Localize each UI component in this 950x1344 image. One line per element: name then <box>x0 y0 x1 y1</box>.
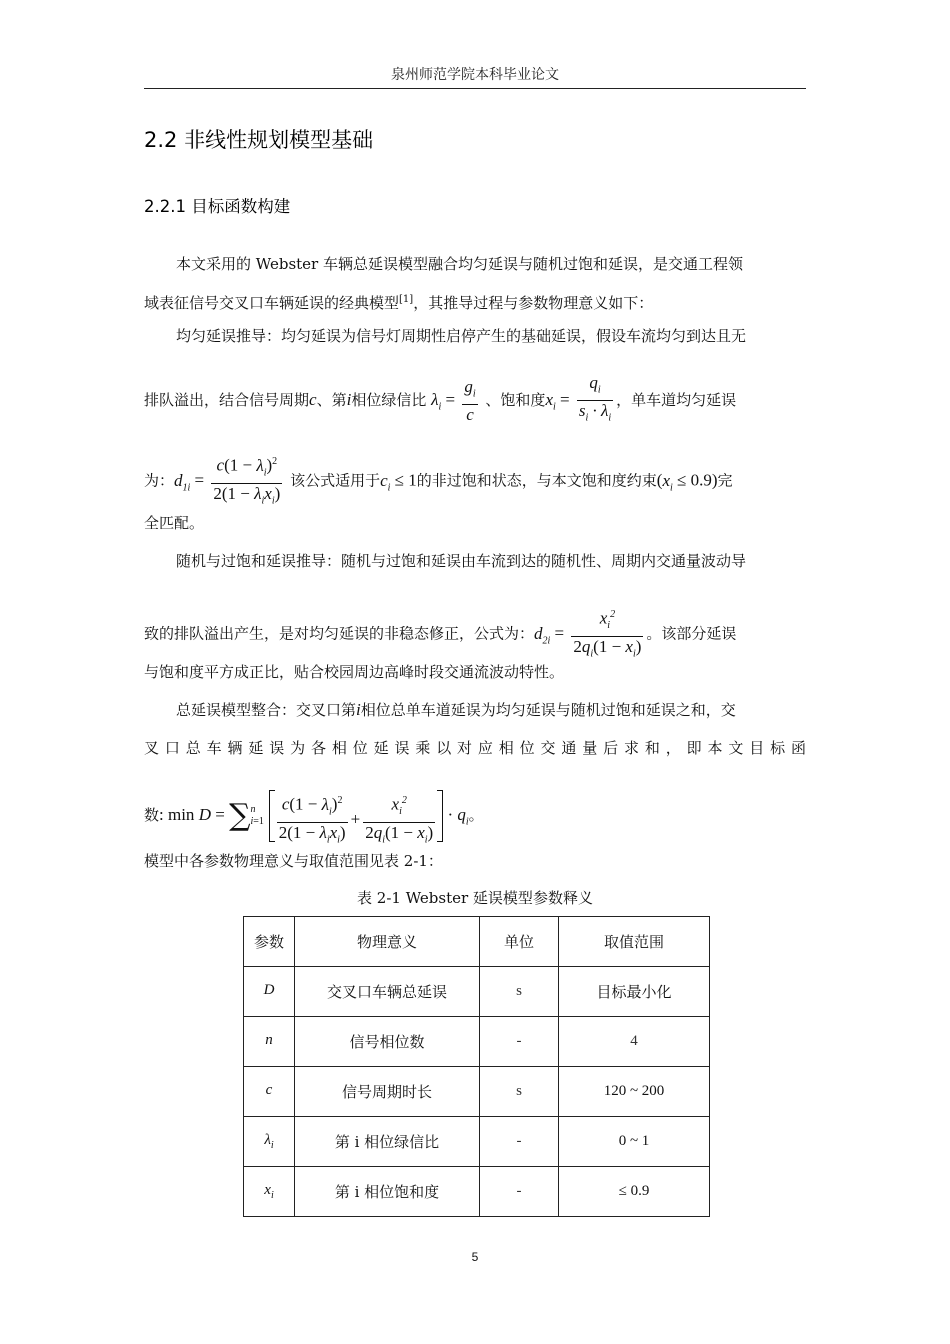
param-symbol: x <box>264 1182 271 1198</box>
param-symbol: λ <box>264 1132 271 1148</box>
header-meaning: 物理意义 <box>295 917 480 967</box>
param-unit: - <box>480 1017 559 1067</box>
param-symbol: D <box>263 982 275 998</box>
green-ratio-fraction: $\frac{g_i}{c}$ <box>464 376 476 425</box>
para1-text-end: ，其推导过程与参数物理意义如下： <box>413 294 654 312</box>
param-meaning: 信号相位数 <box>295 1017 480 1067</box>
para4-line1: 总延误模型整合：交叉口第i相位总单车道延误为均匀延误与随机过饱和延误之和，交 <box>176 700 736 719</box>
param-unit: - <box>480 1117 559 1167</box>
header-param: 参数 <box>244 917 295 967</box>
param-range: 120 ~ 200 <box>559 1067 710 1117</box>
para3-line2: 致的排队溢出产生，是对均匀延误的非稳态修正，公式为：$d_{2i}$ = $\frac{x_i^2}{2q_i(1 - x_i)}$ 。该部分延误 <box>144 605 806 664</box>
param-meaning: 交叉口车辆总延误 <box>295 967 480 1017</box>
param-range: 4 <box>559 1017 710 1067</box>
param-symbol: n <box>265 1032 273 1048</box>
param-range: ≤ 0.9 <box>559 1167 710 1217</box>
param-meaning: 第 i 相位饱和度 <box>295 1167 480 1217</box>
table-row: $\lambda_i$ 第 i 相位绿信比 - 0 ~ 1 <box>244 1117 710 1167</box>
para4-line3: 数: min D = ∑n i=1 $\frac{c(1 - \lambda_i)^2}{2(1 - \lambda_ix_i)}$ + $\frac{x_i^2}{2q_i(1 - x_i)}$ · $q_i$。 <box>144 791 806 841</box>
table-row <box>244 1017 710 1067</box>
subsection-title: 2.2.1 目标函数构建 <box>144 197 291 216</box>
param-unit: - <box>480 1167 559 1217</box>
para1-line2 <box>144 289 806 314</box>
param-meaning: 第 i 相位绿信比 <box>295 1117 480 1167</box>
para4-line2: 叉口总车辆延误为各相位延误乘以对应相位交通量后求和，即本文目标函 <box>144 739 806 757</box>
param-symbol: c <box>265 1082 273 1098</box>
section-title: 2.2 非线性规划模型基础 <box>144 128 374 152</box>
param-range: 0 ~ 1 <box>559 1117 710 1167</box>
parameter-table <box>243 916 710 1217</box>
param-meaning: 信号周期时长 <box>295 1067 480 1117</box>
param-unit: s <box>480 967 559 1017</box>
table-row <box>244 1067 710 1117</box>
para1-text: 域表征信号交叉口车辆延误的经典模型 <box>144 294 400 312</box>
para3-line3: 与饱和度平方成正比，贴合校园周边高峰时段交通流波动特性。 <box>144 663 565 681</box>
objective-bracket: $\frac{c(1 - \lambda_i)^2}{2(1 - \lambda_ix_i)}$ + $\frac{x_i^2}{2q_i(1 - x_i)}$ <box>269 791 444 841</box>
random-delay-formula: $\frac{x_i^2}{2q_i(1 - x_i)}$ <box>571 605 643 664</box>
header-unit: 单位 <box>480 917 559 967</box>
para1-line1: 本文采用的 Webster 车辆总延误模型融合均匀延误与随机过饱和延误，是交通工程领 <box>176 255 743 273</box>
para3-line1: 随机与过饱和延误推导：随机与过饱和延误由车流到达的随机性、周期内交通量波动导 <box>176 552 747 570</box>
para5-line: 模型中各参数物理意义与取值范围见表 2-1： <box>144 852 443 870</box>
saturation-fraction: $\frac{q_i}{s_i \cdot \lambda_i}$ <box>578 373 612 424</box>
para2-line3: 为：$d_{1i}$ = $\frac{c(1 - \lambda_i)^2}{2(1 - \lambda_ix_i)}$ 该公式适用于$c_i \le 1$的非过饱和状态，与本文饱和度约束$(x_i \le 0.9)$完 <box>144 452 806 511</box>
para2-line1: 均匀延误推导：均匀延误为信号灯周期性启停产生的基础延误，假设车流均匀到达且无 <box>176 327 747 345</box>
table-caption: 表 2-1 Webster 延误模型参数释义 <box>357 889 593 907</box>
table-header-row <box>244 917 710 967</box>
para2-line4: 全匹配。 <box>144 514 205 532</box>
para2-line2: 排队溢出，结合信号周期c、第i相位绿信比 $\lambda_i$ = $\frac{g_i}{c}$ 、饱和度$x_i$ = $\frac{q_i}{s_i \cdot \lambda_i}$ ，单车道均匀延误 <box>144 373 806 429</box>
uniform-delay-formula: $\frac{c(1 - \lambda_i)^2}{2(1 - \lambda_ix_i)}$ <box>211 452 282 511</box>
table-row: $x_i$ 第 i 相位饱和度 - ≤ 0.9 <box>244 1167 710 1217</box>
header-range: 取值范围 <box>559 917 710 967</box>
page-number: 5 <box>471 1250 479 1264</box>
citation[interactable]: [1] <box>399 294 414 305</box>
page-header: 泉州师范学院本科毕业论文 <box>144 66 806 89</box>
param-unit: s <box>480 1067 559 1117</box>
param-range: 目标最小化 <box>559 967 710 1017</box>
table-row <box>244 967 710 1017</box>
